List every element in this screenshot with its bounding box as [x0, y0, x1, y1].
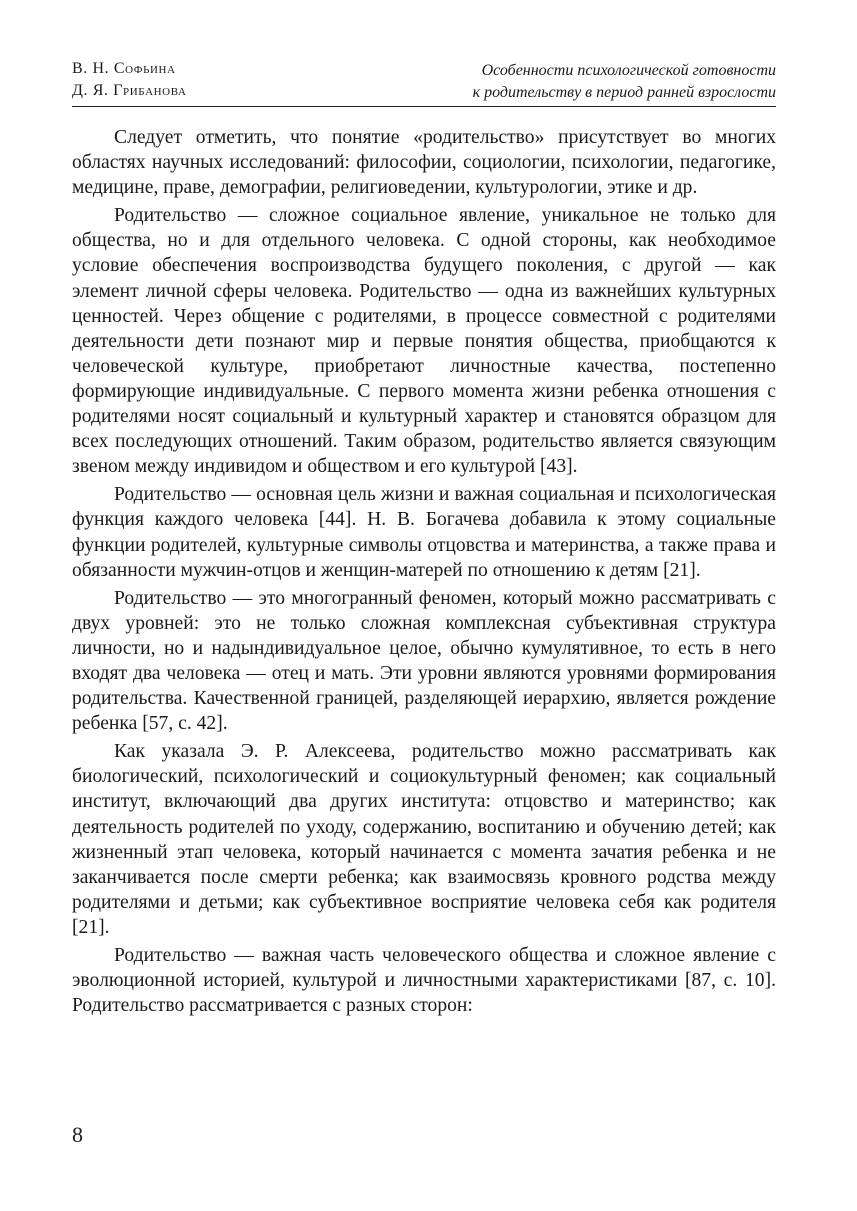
paragraph: Следует отметить, что понятие «родительство» присутствует во многих областях научных исследований: философии, социологии, психологии, педагогике, медицине, праве, демографии, религиоведении, культурологии, этике и др.	[72, 127, 776, 199]
page-number: 8	[72, 1122, 83, 1147]
paragraph: Родительство — основная цель жизни и важная социальная и психологическая функция каждого человека [44]. Н. В. Богачева добавила к этому социальные функции родителей, культурные символы отцовства и материнства, а также права и обязанности мужчин-отцов и женщин-матерей по отношению к детям [21].	[72, 484, 776, 581]
running-title-line: к родительству в период ранней взрослости	[472, 84, 776, 101]
paragraph: Родительство — это многогранный феномен, который можно рассматривать с двух уровней: это не только сложная комплексная субъективная структура личности, но и надындивидуальное целое, обычно кумулятивное, то есть в него входят два человека — отец и мать. Эти уровни являются уровнями формирования родительства. Качественной границей, разделяющей иерархию, является рождение ребенка [57, с. 42].	[72, 587, 776, 735]
paragraph: Родительство — важная часть человеческого общества и сложное явление с эволюционной историей, культурой и личностными характеристиками [87, с. 10]. Родительство рассматривается с разных сторон:	[72, 945, 776, 1017]
paragraph: Родительство — сложное социальное явление, уникальное не только для общества, но и для отдельного человека. С одной стороны, как необходимое условие обеспечения воспроизводства будущего поколения, с другой — как элемент личной сферы человека. Родительство — одна из важнейших культурных ценностей. Через общение с родителями, в процессе совместной с родителями деятельности дети познают мир и первые понятия общества, приобщаются к человеческой культуре, приобретают личностные качества, постепенно формирующие индивидуальные. С первого момента жизни ребенка отношения с родителями носят социальный и культурный характер и становятся образцом для всех последующих отношений. Таким образом, родительство является связующим звеном между индивидом и обществом и его культурой [43].	[72, 205, 776, 478]
running-title	[473, 60, 776, 104]
running-header	[72, 56, 776, 107]
running-title-line: Особенности психологической готовности	[481, 62, 776, 79]
paragraph: Как указала Э. Р. Алексеева, родительство можно рассматривать как биологический, психологический и социокультурный феномен; как социальный институт, включающий два других института: отцовство и материнство; как деятельность родителей по уходу, содержанию, воспитанию и обучению детей; как жизненный этап человека, который начинается с момента зачатия ребенка и не заканчивается после смерти ребенка; как взаимосвязь кровного родства между родителями и детьми; как субъективное восприятие человека себя как родителя [21].	[72, 741, 776, 938]
author-name: Д. Я. Грибанова	[72, 82, 187, 99]
body-text	[72, 125, 776, 1021]
author-name: В. Н. Софьина	[72, 60, 176, 77]
authors	[72, 58, 187, 102]
